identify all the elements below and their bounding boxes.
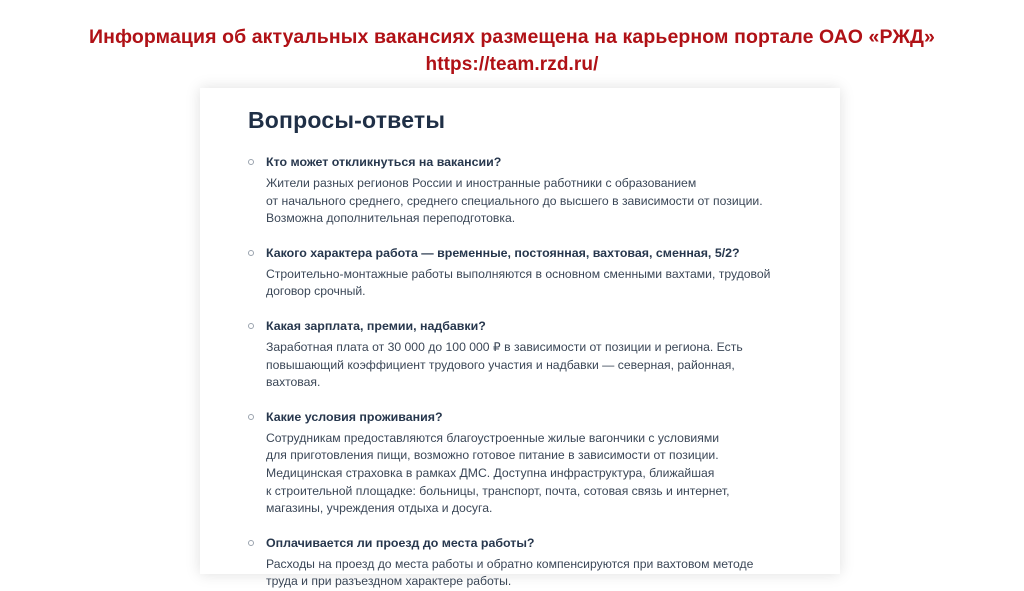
faq-item xyxy=(248,245,802,301)
faq-answer-line: для приготовления пищи, возможно готовое питание в зависимости от позиции. xyxy=(266,448,719,463)
header-portal-url: https://team.rzd.ru/ xyxy=(425,54,599,75)
faq-answer-line: вахтовая. xyxy=(266,375,321,390)
faq-answer-line: Строительно-монтажные работы выполняются в основном сменными вахтами, трудовой xyxy=(266,266,771,281)
faq-answer-line: Сотрудникам предоставляются благоустроенные жилые вагончики с условиями xyxy=(266,430,720,445)
faq-answer-line: магазины, учреждения отдыха и досуга. xyxy=(266,501,493,516)
faq-answer-line: Возможна дополнительная переподготовка. xyxy=(266,211,516,226)
bullet-icon xyxy=(248,159,254,165)
faq-answer xyxy=(266,430,802,518)
bullet-icon xyxy=(248,323,254,329)
faq-question: Какая зарплата, премии, надбавки? xyxy=(266,318,486,333)
faq-question: Какого характера работа — временные, постоянная, вахтовая, сменная, 5/2? xyxy=(266,245,740,260)
faq-answer-line: договор срочный. xyxy=(266,284,366,299)
bullet-icon xyxy=(248,540,254,546)
faq-card xyxy=(200,88,840,589)
faq-answer-line: Жители разных регионов России и иностранные работники с образованием xyxy=(266,176,697,190)
faq-answer-line: от начального среднего, среднего специального до высшего в зависимости от позиции. xyxy=(266,193,763,208)
faq-question: Какие условия проживания? xyxy=(266,409,443,424)
faq-answer-line: к строительной площадке: больницы, транспорт, почта, сотовая связь и интернет, xyxy=(266,483,730,498)
faq-title: Вопросы-ответы xyxy=(248,107,446,133)
faq-answer-line: Заработная плата от 30 000 до 100 000 ₽ в зависимости от позиции и региона. Есть xyxy=(266,339,743,354)
faq-question: Оплачивается ли проезд до места работы? xyxy=(266,535,535,550)
faq-question: Кто может откликнуться на вакансии? xyxy=(266,155,502,169)
bullet-icon xyxy=(248,414,254,420)
faq-item xyxy=(248,409,802,518)
faq-answer xyxy=(266,175,802,228)
faq-answer-line: повышающий коэффициент трудового участия и надбавки — северная, районная, xyxy=(266,357,735,372)
bullet-icon xyxy=(248,250,254,256)
faq-item xyxy=(248,535,802,591)
faq-answer-line: Медицинская страховка в рамках ДМС. Доступна инфраструктура, ближайшая xyxy=(266,465,715,480)
slide-header xyxy=(0,24,1024,78)
faq-answer xyxy=(266,556,802,591)
faq-answer-line: Расходы на проезд до места работы и обратно компенсируются при вахтовом методе xyxy=(266,556,754,571)
faq-item xyxy=(248,318,802,392)
faq-answer-line: труда и при разъездном характере работы. xyxy=(266,574,512,589)
faq-item xyxy=(248,154,802,228)
header-title-line-1: Информация об актуальных вакансиях размещена на карьерном портале ОАО «РЖД» xyxy=(89,26,935,48)
faq-answer xyxy=(266,266,802,301)
faq-answer xyxy=(266,339,802,392)
